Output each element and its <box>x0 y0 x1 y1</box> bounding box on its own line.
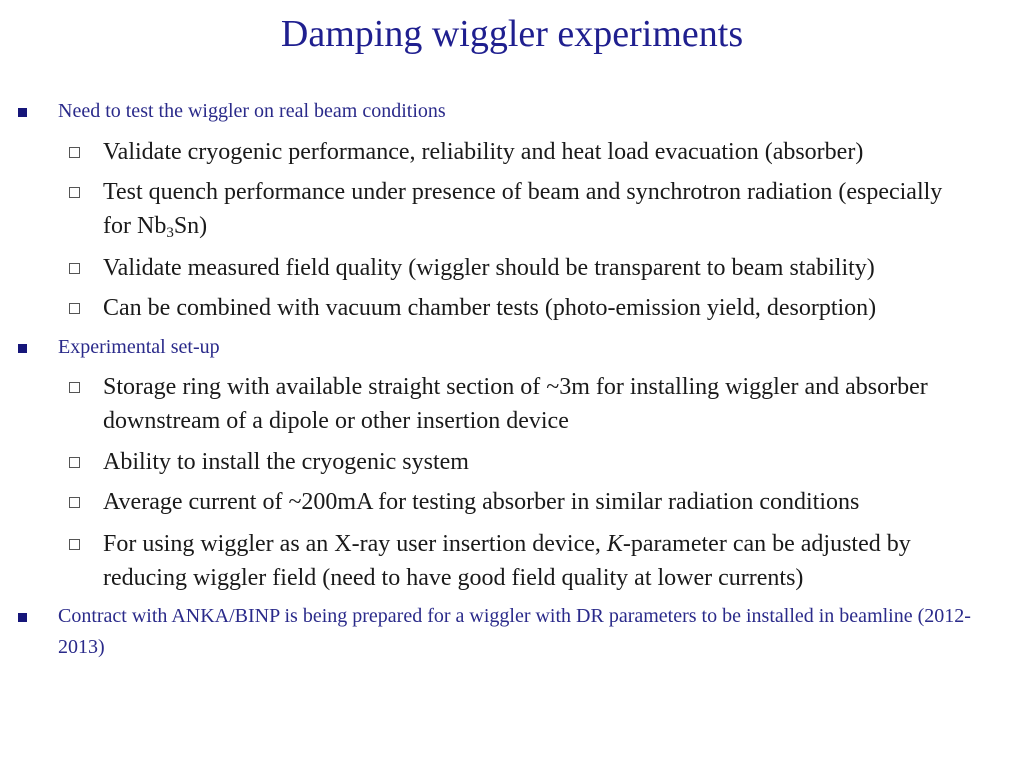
bullet-item-l1 <box>58 96 1008 127</box>
square-bullet-icon <box>18 108 27 117</box>
italic-k: K <box>606 531 623 557</box>
bullet-text: Need to test the wiggler on real beam conditions <box>58 100 446 122</box>
bullet-text: Ability to install the cryogenic system <box>103 449 469 475</box>
bullet-item-l2 <box>103 175 964 243</box>
bullet-text: For using wiggler as an X-ray user insertion device, K-parameter can be adjusted by reducing wiggler field (need to have good field quality at lower currents) <box>103 531 911 591</box>
bullet-item-l2 <box>103 527 994 595</box>
bullet-item-l2 <box>103 445 1000 479</box>
bullet-text: Contract with ANKA/BINP is being prepared for a wiggler with DR parameters to be installed in beamline (2012-2013) <box>58 605 971 658</box>
square-bullet-icon <box>18 613 27 622</box>
hollow-square-bullet-icon <box>69 457 80 468</box>
hollow-square-bullet-icon <box>69 263 80 274</box>
slide-title: Damping wiggler experiments <box>280 13 744 55</box>
bullet-item-l1 <box>58 601 1008 663</box>
bullet-text: Average current of ~200mA for testing absorber in similar radiation conditions <box>103 489 860 515</box>
bullet-text: Experimental set-up <box>58 336 220 358</box>
bullet-text: Test quench performance under presence of beam and synchrotron radiation (especially for $Nb_3Sn$) <box>103 179 943 241</box>
hollow-square-bullet-icon <box>69 539 80 550</box>
bullet-text: Can be combined with vacuum chamber tests (photo-emission yield, desorption) <box>103 295 877 321</box>
bullet-text: Validate measured field quality (wiggler should be transparent to beam stability) <box>103 255 875 281</box>
bullet-item-l2 <box>103 485 1000 519</box>
square-bullet-icon <box>18 344 27 353</box>
bullet-text: Validate cryogenic performance, reliability and heat load evacuation (absorber) <box>103 139 864 165</box>
hollow-square-bullet-icon <box>69 497 80 508</box>
bullet-item-l1 <box>58 332 1008 363</box>
hollow-square-bullet-icon <box>69 303 80 314</box>
hollow-square-bullet-icon <box>69 382 80 393</box>
bullet-item-l2 <box>103 251 1000 285</box>
bullet-text: Storage ring with available straight section of ~3m for installing wiggler and absorber downstream of a dipole or other insertion device <box>103 374 928 434</box>
hollow-square-bullet-icon <box>69 187 80 198</box>
bullet-item-l2 <box>103 370 954 438</box>
bullet-item-l2 <box>103 135 1000 169</box>
bullet-item-l2 <box>103 291 1000 325</box>
hollow-square-bullet-icon <box>69 147 80 158</box>
subscript-text: 3 <box>166 225 174 241</box>
